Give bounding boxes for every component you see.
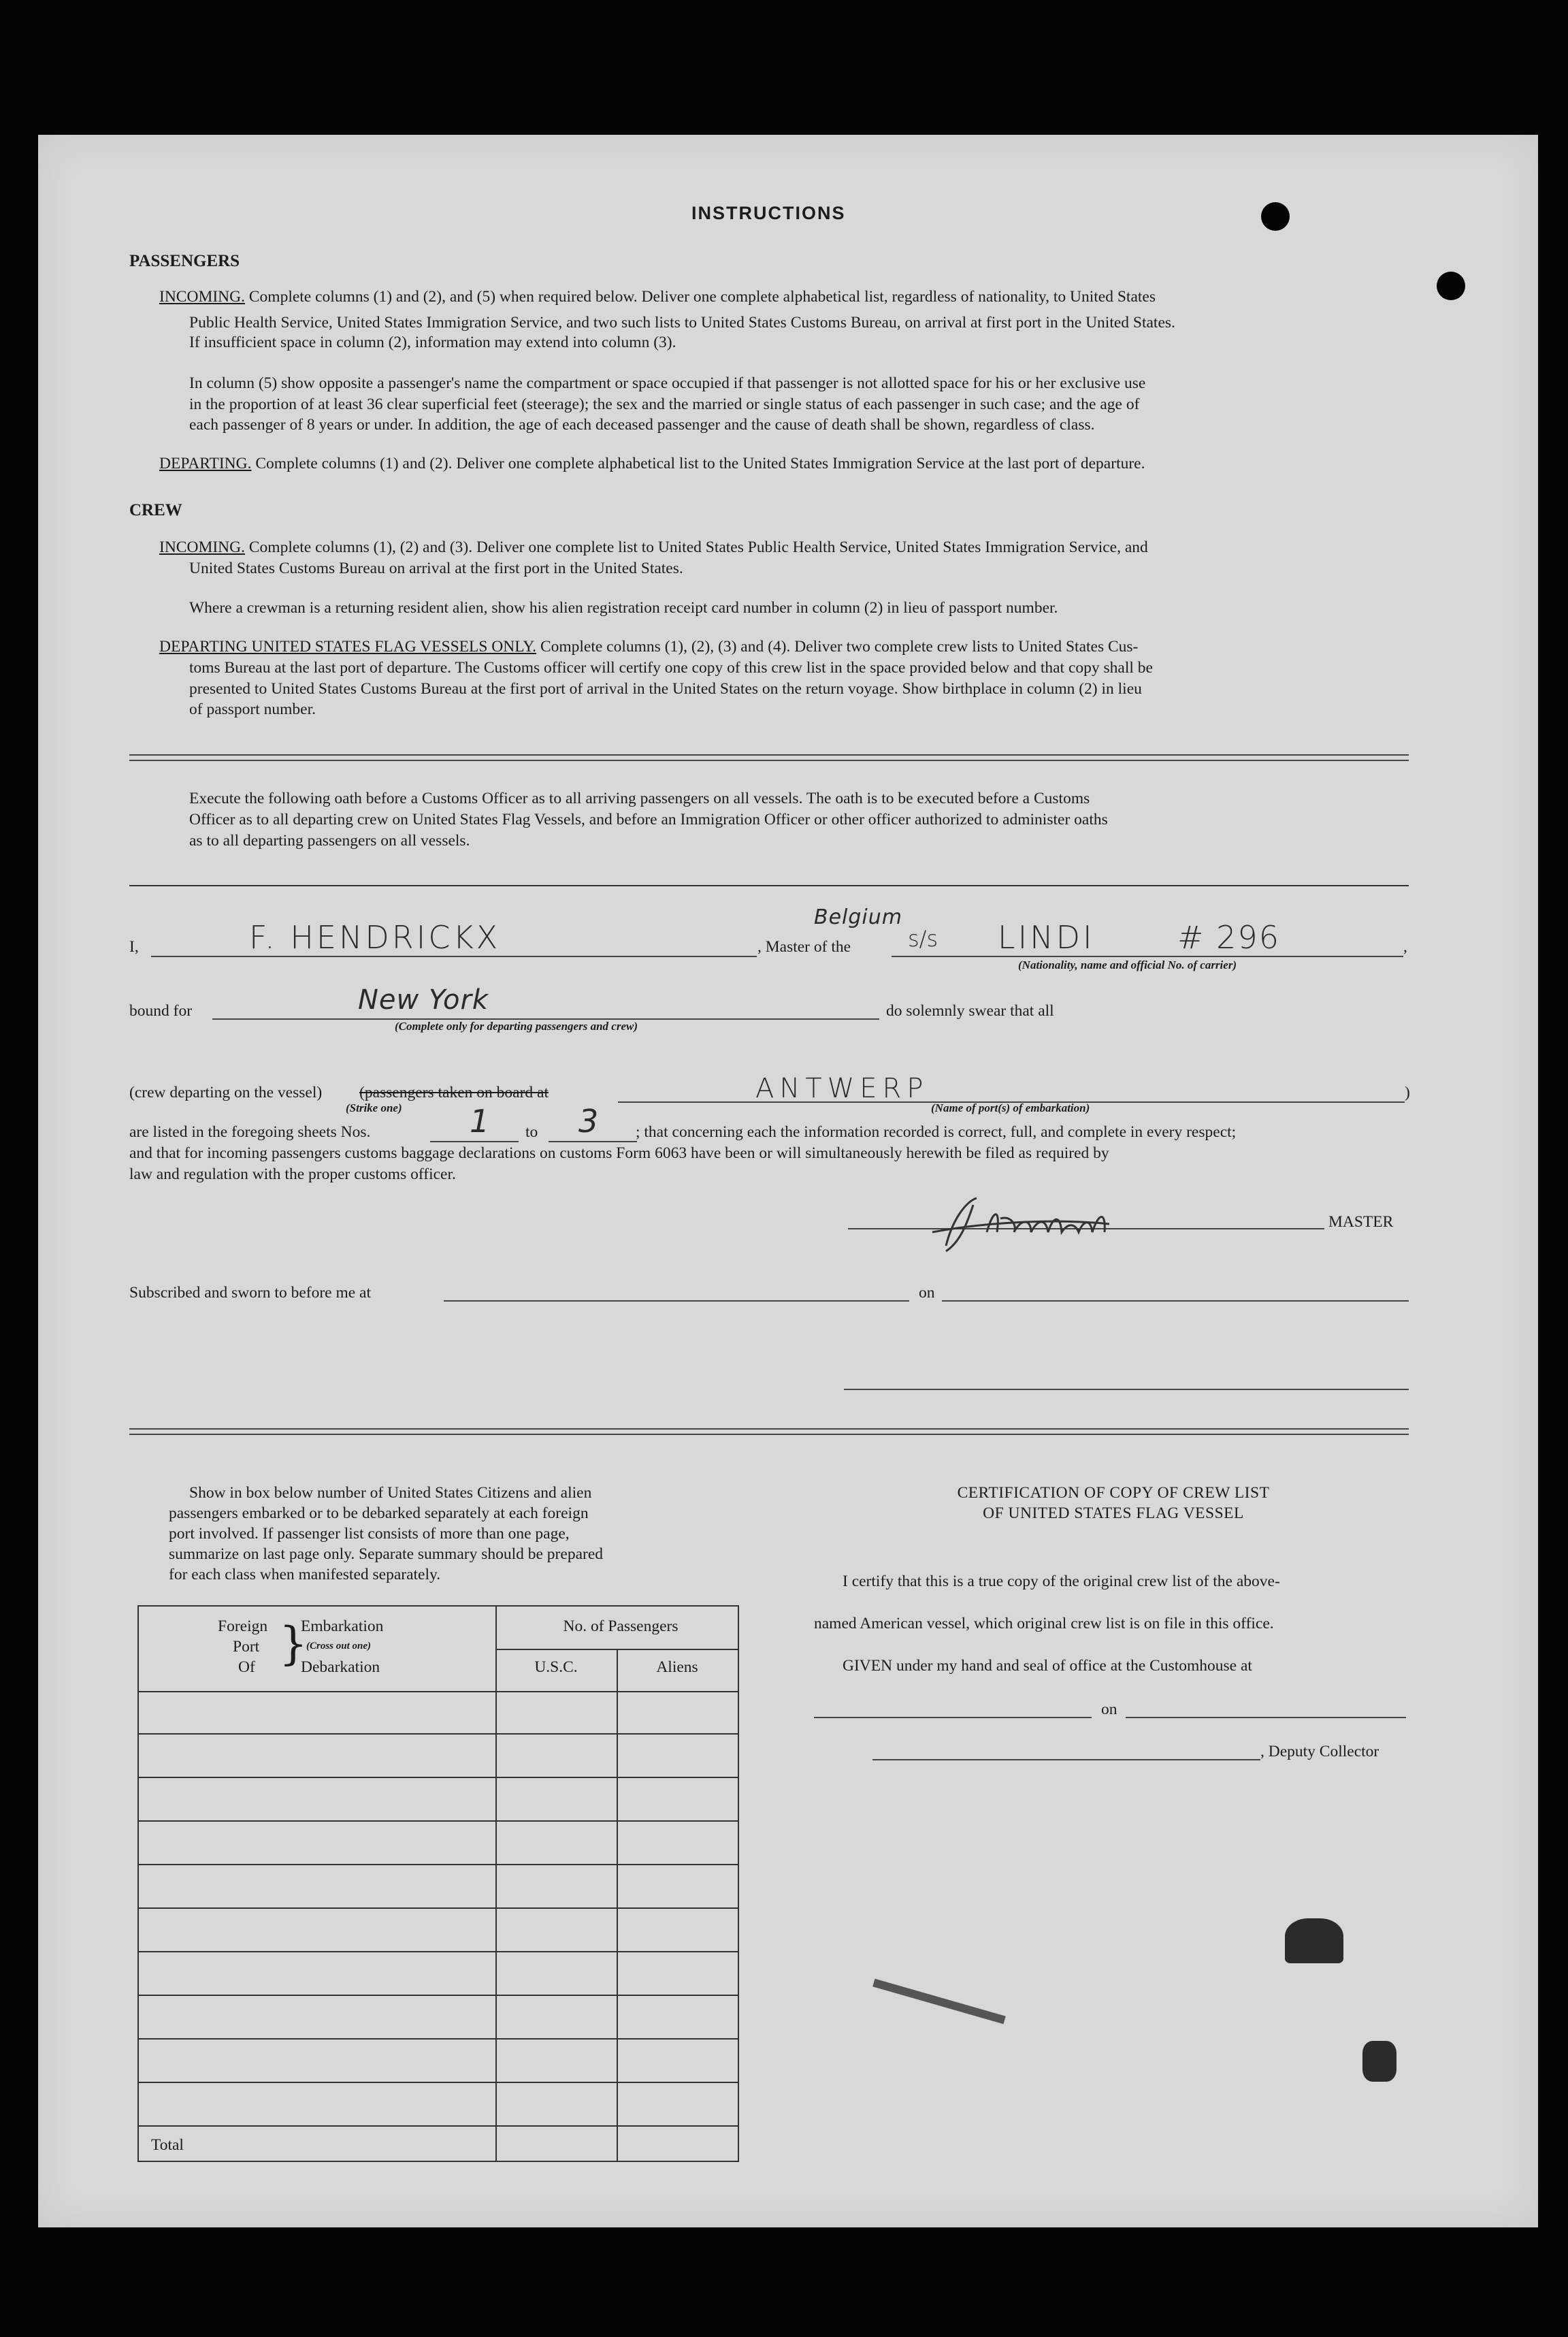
vessel-name-handwritten: LINDI [998,919,1095,956]
table-row-line [139,2082,738,2083]
torn-mark [1362,2041,1396,2082]
table-row-line [139,2125,738,2127]
nationality-caption: (Nationality, name and official No. of carrier) [1018,958,1237,971]
col-aliens: Aliens [656,1658,698,1676]
bound-for-caption: (Complete only for departing passengers and crew) [395,1020,638,1033]
crew-departing-line2: toms Bureau at the last port of departure. The Customs officer will certify one copy of this crew list in the space provided below and that copy shall be [189,659,1153,677]
master-name-line [151,956,757,957]
certification-date-line [1126,1717,1406,1718]
passengers-incoming-label: INCOMING. [159,288,245,306]
subscribed-label: Subscribed and sworn to before me at [129,1284,372,1302]
sheet-to-line [549,1141,637,1142]
subscribed-place-line [444,1300,909,1302]
to-label: to [525,1123,538,1141]
col-embarkation: Embarkation [301,1617,384,1635]
strike-one-caption: (Strike one) [346,1101,402,1114]
sheet-from-line [430,1141,519,1142]
certification-line3: GIVEN under my hand and seal of office at the Customhouse at [843,1657,1252,1675]
summary-line3: port involved. If passenger list consists of more than one page, [169,1525,570,1543]
crew-departing-option: (crew departing on the vessel) [129,1084,323,1101]
col-no-passengers: No. of Passengers [563,1617,679,1635]
page-heading: INSTRUCTIONS [691,203,846,223]
table-divider [495,1607,497,2161]
table-row-line [139,1951,738,1952]
crew-departing-line3: presented to United States Customs Bureau at the first port of arrival in the United States on the return voyage. Show birthplace in column (2) in lieu [189,680,1142,698]
passengers-incoming-line1: INCOMING. Complete columns (1) and (2), and (5) when required below. Deliver one complete alphabetical list, regardless of nationality, to United States [159,288,1156,306]
crew-departing-line1: DEPARTING UNITED STATES FLAG VESSELS ONLY. Complete columns (1), (2), (3) and (4). Deliver two complete crew lists to United States Cus- [159,638,1139,656]
sheets-rest-text: ; that concerning each the information recorded is correct, full, and complete in every respect; [636,1123,1237,1141]
sheet-to-handwritten: 3 [578,1103,602,1140]
column5-line2: in the proportion of at least 36 clear superficial feet (steerage); the sex and the married or single status of each passenger in such case; and the age of [189,396,1140,413]
crew-incoming-line2: United States Customs Bureau on arrival at the first port in the United States. [189,560,683,577]
table-row-line [139,1907,738,1909]
summary-line4: summarize on last page only. Separate summary should be prepared [169,1545,603,1563]
vessel-line-end: , [1403,938,1407,956]
crew-departing-line4: of passport number. [189,700,316,718]
brace-icon: } [279,1617,308,1670]
passengers-section-title: PASSENGERS [129,252,240,270]
table-row-line [139,1777,738,1778]
officer-signature-line [844,1389,1409,1390]
col-debarkation: Debarkation [301,1658,380,1676]
table-header-bottom [139,1691,738,1692]
passengers-incoming-line3: If insufficient space in column (2), information may extend into column (3). [189,334,676,351]
column5-line3: each passenger of 8 years or under. In addition, the age of each deceased passenger and the cause of death shall be shown, regardless of class. [189,416,1095,434]
torn-mark [1285,1918,1343,1963]
crew-departing-label: DEPARTING UNITED STATES FLAG VESSELS ONLY. [159,638,537,656]
crew-resident-alien-line: Where a crewman is a returning resident alien, show his alien registration receipt card number in column (2) in lieu of passport number. [189,599,1058,617]
punch-hole [1261,202,1290,231]
sheet-from-handwritten: 1 [470,1103,493,1140]
table-row-line [139,1864,738,1865]
lower-divider [129,1428,1409,1435]
col-cross-out: (Cross out one) [306,1641,372,1651]
oath-intro-line3: as to all departing passengers on all vessels. [189,832,470,850]
deputy-collector-line [872,1759,1260,1760]
passengers-departing-label: DEPARTING. [159,455,252,472]
vessel-prefix-handwritten: s/s [908,926,938,952]
crew-incoming-line1: INCOMING. Complete columns (1), (2) and (3). Deliver one complete list to United States Public Health Service, United States Immigration Service, and [159,538,1148,556]
table-row-line [139,2038,738,2040]
passengers-departing-line: DEPARTING. Complete columns (1) and (2). Deliver one complete alphabetical list to the United States Immigration Service at the last port of departure. [159,455,1145,472]
passengers-incoming-line2: Public Health Service, United States Immigration Service, and two such lists to United States Customs Bureau, on arrival at first port in the United States. [189,314,1175,332]
master-of-label: , Master of the [757,938,851,956]
deputy-collector-label: , Deputy Collector [1260,1743,1379,1760]
customhouse-line [814,1717,1092,1718]
oath-top-divider [129,885,1409,886]
certification-line2: named American vessel, which original crew list is on file in this office. [814,1615,1274,1632]
passenger-summary-table [137,1605,739,2162]
table-row-line [139,1820,738,1822]
bound-for-label: bound for [129,1002,193,1020]
port-caption: (Name of port(s) of embarkation) [931,1101,1090,1114]
col-foreign: Foreign [218,1617,268,1635]
oath-i-label: I, [129,938,139,956]
table-total-label: Total [151,2136,184,2154]
swear-text: do solemnly swear that all [886,1002,1054,1020]
certification-title-line1: CERTIFICATION OF COPY OF CREW LIST [957,1484,1270,1502]
oath-line3: law and regulation with the proper customs officer. [129,1165,456,1183]
master-label: MASTER [1328,1213,1394,1231]
table-row-line [139,1733,738,1735]
section-divider [129,754,1409,761]
col-port: Port [233,1638,260,1656]
destination-handwritten: New York [358,984,489,1016]
col-usc: U.S.C. [534,1658,578,1676]
crew-incoming-label: INCOMING. [159,538,245,556]
master-signature [905,1191,1245,1259]
table-divider [495,1649,738,1650]
closing-paren: ) [1405,1084,1410,1101]
summary-line2: passengers embarked or to be debarked separately at each foreign [169,1504,589,1522]
crew-section-title: CREW [129,501,182,519]
nationality-handwritten: Belgium [814,905,902,929]
subscribed-date-line [942,1300,1409,1302]
passengers-taken-option: (passengers taken on board at [359,1084,549,1101]
subscribed-on-label: on [919,1284,935,1302]
certification-line1: I certify that this is a true copy of the original crew list of the above- [843,1573,1280,1590]
col-of: Of [238,1658,255,1676]
table-divider [617,1649,618,2161]
oath-intro-line2: Officer as to all departing crew on United States Flag Vessels, and before an Immigration Officer or other officer authorized to administer oaths [189,811,1108,828]
oath-line2: and that for incoming passengers customs baggage declarations on customs Form 6063 have been or will simultaneously herewith be filed as required by [129,1144,1109,1162]
summary-line5: for each class when manifested separately. [169,1566,441,1583]
column5-line1: In column (5) show opposite a passenger's name the compartment or space occupied if that passenger is not allotted space for his or her exclusive use [189,374,1146,392]
summary-line1: Show in box below number of United States Citizens and alien [189,1484,592,1502]
master-name-handwritten: F. HENDRICKX [249,919,501,956]
oath-intro-line1: Execute the following oath before a Customs Officer as to all arriving passengers on all vessels. The oath is to be executed before a Customs [189,790,1090,807]
table-row-line [139,1995,738,1996]
port-handwritten: ANTWERP [755,1073,929,1104]
sheets-label: are listed in the foregoing sheets Nos. [129,1123,371,1141]
certification-on-label: on [1101,1701,1117,1718]
punch-hole [1437,272,1465,300]
certification-title-line2: OF UNITED STATES FLAG VESSEL [983,1504,1244,1522]
vessel-line [892,956,1403,957]
official-number-handwritten: # 296 [1177,919,1280,956]
